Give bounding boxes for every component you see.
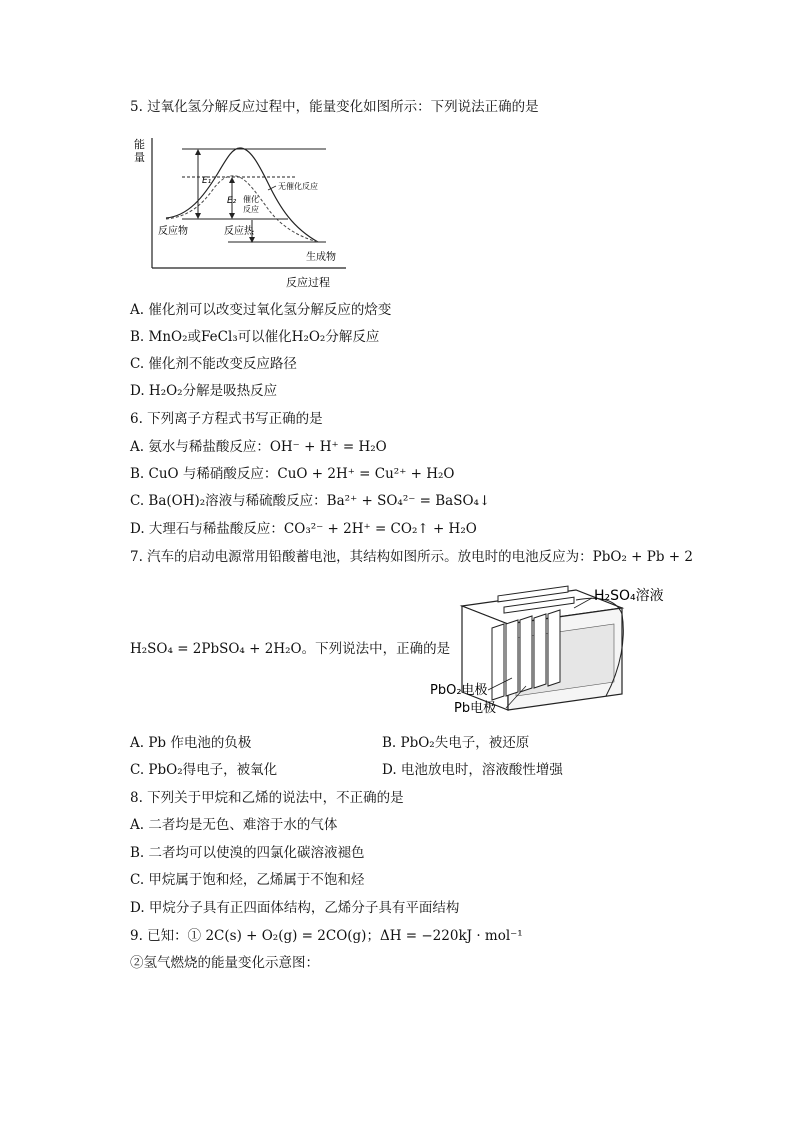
catalyzed-label-1: 催化 (243, 195, 259, 204)
q8-option-c: C. 甲烷属于饱和烃，乙烯属于不饱和烃 (130, 872, 365, 888)
q7-stem: 7. 汽车的启动电源常用铅酸蓄电池，其结构如图所示。放电时的电池反应为：PbO₂ + Pb + 2 (130, 549, 693, 565)
battery-diagram-svg (426, 578, 678, 720)
q5-option-d: D. H₂O₂分解是吸热反应 (130, 383, 278, 399)
q8-option-b: B. 二者均可以使溴的四氯化碳溶液褪色 (130, 845, 365, 861)
products-label: 生成物 (306, 252, 336, 263)
e1-label: E₁ (202, 176, 212, 186)
solution-label: H₂SO₄溶液 (594, 588, 664, 604)
e2-label: E₂ (227, 196, 237, 206)
battery-diagram (426, 578, 678, 720)
q8-option-a: A. 二者均是无色、难溶于水的气体 (130, 817, 338, 833)
q5-option-c: C. 催化剂不能改变反应路径 (130, 356, 297, 372)
y-axis-label-1: 能 (134, 138, 145, 151)
q5-option-b: B. MnO₂或FeCl₃可以催化H₂O₂分解反应 (130, 329, 380, 345)
catalyzed-label-2: 反应 (243, 205, 259, 214)
energy-diagram (128, 128, 358, 296)
q5-stem: 5. 过氧化氢分解反应过程中，能量变化如图所示：下列说法正确的是 (130, 99, 539, 115)
heat-label: 反应热 (224, 226, 254, 237)
q6-option-a: A. 氨水与稀盐酸反应：OH⁻ + H⁺ = H₂O (130, 439, 387, 455)
pb-electrode-label: Pb电极 (454, 701, 497, 716)
q7-option-a: A. Pb 作电池的负极 (130, 735, 252, 751)
uncatalyzed-label: 无催化反应 (278, 182, 318, 191)
q6-option-d: D. 大理石与稀盐酸反应：CO₃²⁻ + 2H⁺ = CO₂↑ + H₂O (130, 521, 477, 537)
q6-option-b: B. CuO 与稀硝酸反应：CuO + 2H⁺ = Cu²⁺ + H₂O (130, 466, 455, 482)
q7-stem-cont: H₂SO₄ = 2PbSO₄ + 2H₂O。下列说法中，正确的是 (130, 641, 451, 657)
reactants-label: 反应物 (158, 226, 188, 237)
q5-option-a: A. 催化剂可以改变过氧化氢分解反应的焓变 (130, 302, 392, 318)
q9-stem: 9. 已知：① 2C(s) + O₂(g) = 2CO(g)；ΔH = −220kJ · mol⁻¹ (130, 928, 523, 944)
q9-line2: ②氢气燃烧的能量变化示意图： (130, 955, 319, 971)
q7-option-c: C. PbO₂得电子，被氧化 (130, 762, 278, 778)
q6-stem: 6. 下列离子方程式书写正确的是 (130, 411, 323, 427)
x-axis-label: 反应过程 (286, 276, 330, 289)
q8-stem: 8. 下列关于甲烷和乙烯的说法中，不正确的是 (130, 790, 404, 806)
q6-option-c: C. Ba(OH)₂溶液与稀硫酸反应：Ba²⁺ + SO₄²⁻ = BaSO₄↓ (130, 493, 491, 509)
q7-option-b: B. PbO₂失电子，被还原 (382, 735, 530, 751)
q8-option-d: D. 甲烷分子具有正四面体结构，乙烯分子具有平面结构 (130, 900, 460, 916)
energy-diagram-svg (128, 128, 358, 296)
pbo2-electrode-label: PbO₂电极 (430, 683, 488, 698)
y-axis-label-2: 量 (134, 151, 145, 164)
q7-option-d: D. 电池放电时，溶液酸性增强 (382, 762, 563, 778)
